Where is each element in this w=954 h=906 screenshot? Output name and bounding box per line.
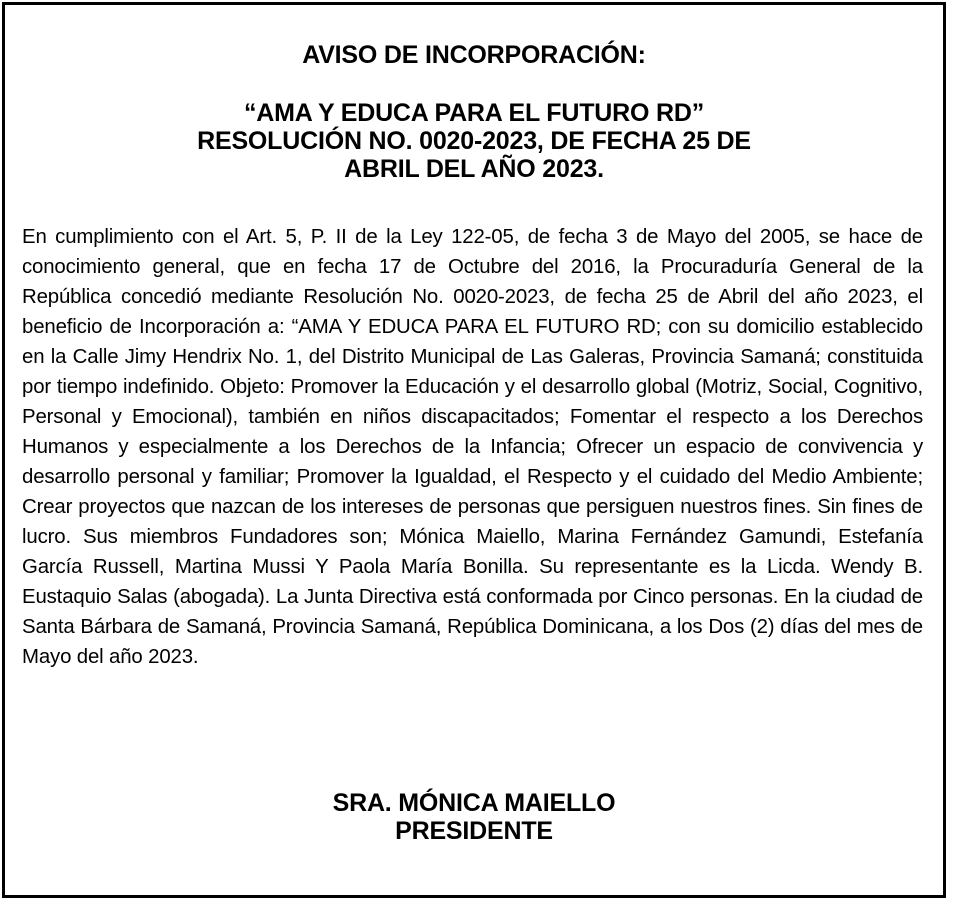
- signatory-name: SRA. MÓNICA MAIELLO: [332, 789, 616, 817]
- resolution-line: RESOLUCIÓN NO. 0020-2023, DE FECHA 25 DE: [197, 127, 751, 155]
- notice-frame: [2, 2, 946, 898]
- signatory-title: PRESIDENTE: [395, 817, 553, 845]
- notice-title: AVISO DE INCORPORACIÓN:: [302, 41, 646, 69]
- notice-body: En cumplimiento con el Art. 5, P. II de la Ley 122-05, de fecha 3 de Mayo del 2005, se hace de conocimiento general, que en fecha 17 de Octubre del 2016, la Procuraduría General de la República concedió mediante Resolución No. 0020-2023, de fecha 25 de Abril del año 2023, el beneficio de Incorporación a: “AMA Y EDUCA PARA EL FUTURO RD; con su domicilio establecido en la Calle Jimy Hendrix No. 1, del Distrito Municipal de Las Galeras, Provincia Samaná; constituida por tiempo indefinido. Objeto: Promover la Educación y el desarrollo global (Motriz, Social, Cognitivo, Personal y Emocional), también en niños discapacitados; Fomentar el respecto a los Derechos Humanos y especialmente a los Derechos de la Infancia; Ofrecer un espacio de convivencia y desarrollo personal y familiar; Promover la Igualdad, el Respecto y el cuidado del Medio Ambiente; Crear proyectos que nazcan de los intereses de personas que persiguen nuestros fines. Sin fines de lucro. Sus miembros Fundadores son; Mónica Maiello, Marina Fernández Gamundi, Estefanía García Russell, Martina Mussi Y Paola María Bonilla. Su representante es la Licda. Wendy B. Eustaquio Salas (abogada). La Junta Directiva está conformada por Cinco personas. En la ciudad de Santa Bárbara de Samaná, Provincia Samaná, República Dominicana, a los Dos (2) días del mes de Mayo del año 2023.: [22, 226, 923, 668]
- resolution-date-line: ABRIL DEL AÑO 2023.: [344, 155, 604, 183]
- signature-block: [5, 789, 943, 845]
- notice-subtitle: [65, 99, 883, 183]
- organization-name: “AMA Y EDUCA PARA EL FUTURO RD”: [243, 99, 705, 127]
